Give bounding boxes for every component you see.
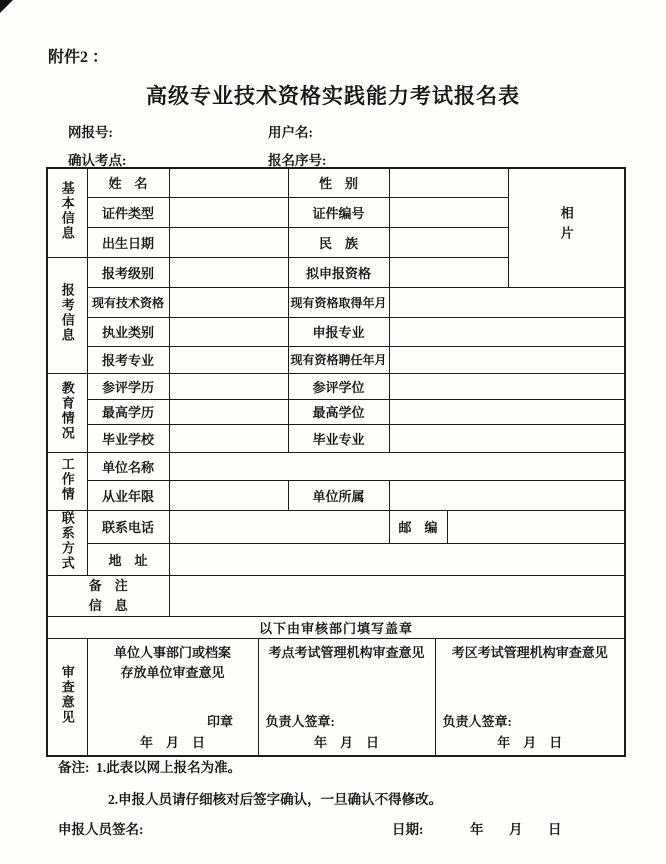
postcode-label: 邮 编 (389, 510, 447, 543)
evaluated-degree-value-cell (389, 373, 625, 399)
review-col-district (435, 639, 625, 755)
review-col-district-date: 年 月 日 (497, 735, 563, 751)
review-col-employer-header (88, 643, 258, 682)
section-work-label: 工作情 (59, 456, 75, 502)
evaluated-degree-label: 参评学位 (288, 373, 389, 399)
review-col-employer-header-line1: 单位人事部门或档案 (113, 645, 231, 661)
section-education-label: 教育情况 (59, 380, 75, 441)
table-row (47, 287, 625, 317)
section-basic-info-label: 基本信息 (59, 180, 75, 241)
attachment-label: 附件2 ： (48, 49, 109, 66)
birth-date-label: 出生日期 (87, 227, 169, 257)
review-col-employer-date: 年 月 日 (139, 735, 205, 751)
table-row (47, 638, 625, 756)
registration-form-table (46, 167, 626, 757)
evaluated-education-label: 参评学历 (87, 373, 169, 399)
serial-number-label: 报名序号: (268, 153, 327, 168)
section-review-label: 审查意见 (59, 665, 75, 726)
id-type-value-cell (169, 197, 288, 227)
web-number-label: 网报号: (68, 125, 113, 140)
confirm-site-label: 确认考点: (68, 153, 127, 168)
practice-category-label: 执业类别 (87, 317, 169, 346)
review-columns-cell (87, 638, 625, 756)
table-row (47, 346, 625, 373)
table-row (47, 399, 625, 424)
graduate-school-value-cell (169, 424, 288, 452)
working-years-value-cell (169, 480, 288, 510)
footnotes-label: 备注: (58, 760, 90, 775)
review-col-site-sign-label: 负责人签章: (265, 714, 335, 730)
section-contact-label: 联系方式 (59, 510, 75, 571)
review-columns (88, 639, 625, 755)
remarks-label-line1: 备 注 (88, 577, 128, 593)
address-value-cell (169, 543, 625, 575)
review-col-employer (88, 639, 258, 755)
spacer (259, 663, 435, 712)
id-number-value-cell (389, 197, 508, 227)
qualification-hired-date-label: 现有资格聘任年月 (288, 346, 389, 373)
table-row (47, 480, 625, 510)
table-row (47, 373, 625, 399)
table-row (47, 616, 625, 638)
phone-label: 联系电话 (87, 510, 169, 543)
table-row (47, 317, 625, 346)
spacer (88, 682, 258, 711)
date-blanks: 年 月 日 (470, 822, 568, 837)
section-apply-info-label: 报考信息 (59, 283, 75, 343)
ethnicity-label: 民 族 (288, 227, 389, 257)
gender-label: 性 别 (288, 168, 389, 197)
employer-name-value-cell (169, 452, 625, 480)
photo-box (508, 168, 625, 287)
graduate-school-label: 毕业学校 (87, 424, 169, 452)
highest-education-label: 最高学历 (87, 399, 169, 424)
review-col-district-sign-label: 负责人签章: (442, 714, 512, 730)
date-label: 日期: (392, 822, 424, 837)
spacer (436, 663, 625, 712)
footnote-1: 1.此表以网上报名为准。 (96, 760, 242, 775)
employer-affiliation-value-cell (389, 480, 625, 510)
graduate-major-value-cell (389, 424, 625, 452)
qualification-hired-date-value-cell (389, 346, 625, 373)
table-row (47, 168, 625, 197)
table-row (47, 424, 625, 452)
applicant-signature-label: 申报人员签名: (58, 822, 144, 837)
highest-degree-value-cell (389, 399, 625, 424)
seal-label: 印章 (206, 714, 233, 730)
declared-major-label: 申报专业 (288, 317, 389, 346)
review-col-employer-header-line2: 存放单位审查意见 (120, 664, 225, 680)
highest-degree-label: 最高学位 (288, 399, 389, 424)
qualification-obtained-date-label: 现有资格取得年月 (288, 287, 389, 317)
employer-affiliation-label: 单位所属 (288, 480, 389, 510)
id-number-label: 证件编号 (288, 197, 389, 227)
birth-date-value-cell (169, 227, 288, 257)
section-apply-info (47, 257, 87, 373)
remarks-label-line2: 信 息 (88, 597, 128, 613)
apply-major-value-cell (169, 346, 288, 373)
address-label: 地 址 (87, 543, 169, 575)
current-qualification-label: 现有技术资格 (87, 287, 169, 317)
section-work (47, 452, 87, 510)
section-education (47, 373, 87, 452)
declared-major-value-cell (389, 317, 625, 346)
name-label: 姓 名 (87, 168, 169, 197)
remarks-value-cell (169, 575, 625, 616)
remarks-label (47, 575, 169, 616)
review-col-site-header: 考点考试管理机构审查意见 (268, 645, 425, 661)
scan-corner-artifact (0, 0, 13, 13)
review-col-district-header: 考区考试管理机构审查意见 (451, 645, 608, 661)
review-col-site (258, 639, 435, 755)
ethnicity-value-cell (389, 227, 508, 257)
intended-qualification-value-cell (389, 257, 508, 287)
gender-value-cell (389, 168, 508, 197)
username-label: 用户名: (268, 125, 313, 140)
review-col-site-date: 年 月 日 (313, 735, 379, 751)
postcode-value-cell (447, 510, 625, 543)
apply-level-label: 报考级别 (87, 257, 169, 287)
section-contact (47, 510, 87, 575)
section-basic-info (47, 168, 87, 257)
section-review (47, 638, 87, 756)
apply-level-value-cell (169, 257, 288, 287)
apply-major-label: 报考专业 (87, 346, 169, 373)
page-title: 高级专业技术资格实践能力考试报名表 (146, 84, 520, 108)
graduate-major-label: 毕业专业 (288, 424, 389, 452)
practice-category-value-cell (169, 317, 288, 346)
working-years-label: 从业年限 (87, 480, 169, 510)
qualification-obtained-date-value-cell (389, 287, 625, 317)
phone-value-cell (169, 510, 389, 543)
highest-education-value-cell (169, 399, 288, 424)
current-qualification-value-cell (169, 287, 288, 317)
review-section-banner: 以下由审核部门填写盖章 (47, 616, 625, 638)
table-row (47, 543, 625, 575)
intended-qualification-label: 拟申报资格 (288, 257, 389, 287)
table-row (47, 575, 625, 616)
footnote-2: 2.申报人员请仔细核对后签字确认，一旦确认不得修改。 (108, 792, 443, 807)
table-row (47, 452, 625, 480)
table-row (47, 510, 625, 543)
id-type-label: 证件类型 (87, 197, 169, 227)
evaluated-education-value-cell (169, 373, 288, 399)
employer-name-label: 单位名称 (87, 452, 169, 480)
name-value-cell (169, 168, 288, 197)
photo-label: 相片 (558, 205, 574, 246)
